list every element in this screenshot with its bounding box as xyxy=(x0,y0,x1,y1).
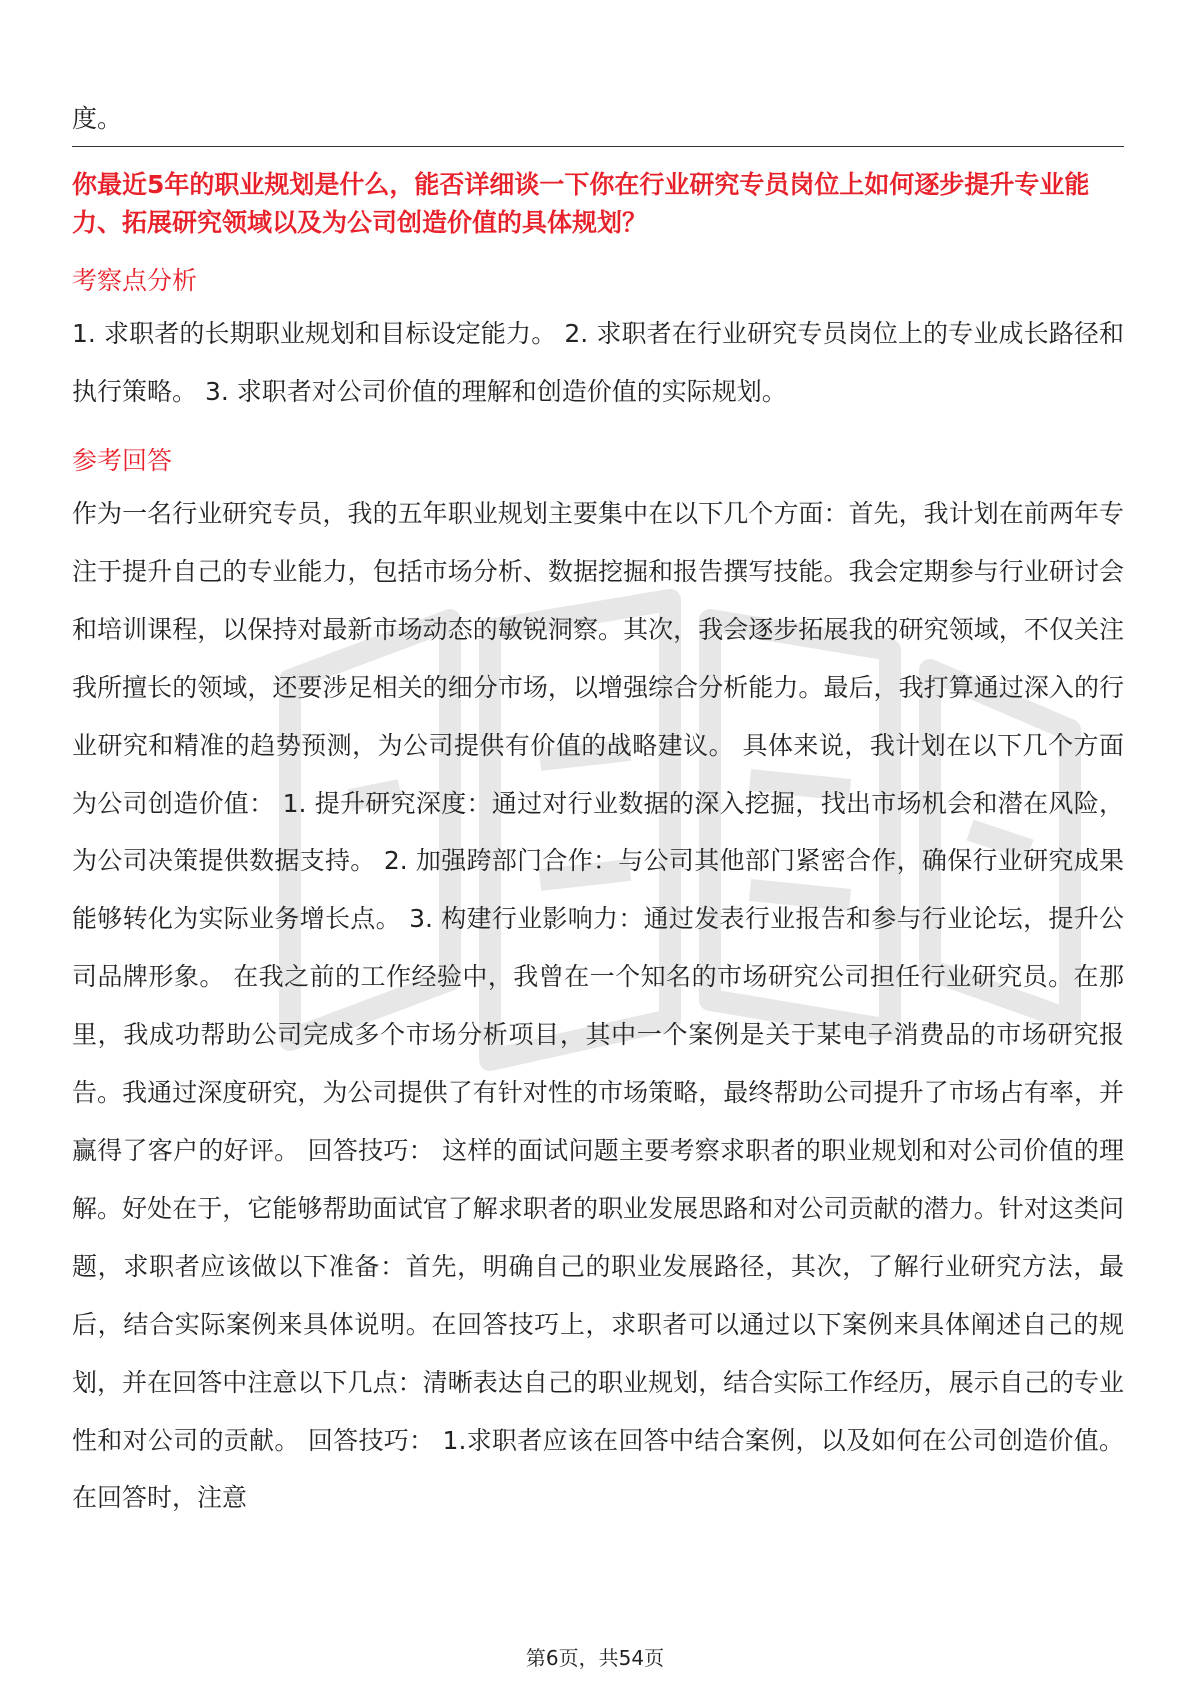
continued-text: 度。 xyxy=(72,104,123,133)
section-divider xyxy=(72,146,1124,147)
page-number-footer: 第6页，共54页 xyxy=(525,1646,665,1670)
answer-text: 作为一名行业研究专员，我的五年职业规划主要集中在以下几个方面：首先，我计划在前两年专注于提升自己的专业能力，包括市场分析、数据挖掘和报告撰写技能。我会定期参与行业研讨会和培训课程，以保持对最新市场动态的敏锐洞察。其次，我会逐步拓展我的研究领域，不仅关注我所擅长的领域，还要涉足相关的细分市场，以增强综合分析能力。最后，我打算通过深入的行业研究和精准的趋势预测，为公司提供有价值的战略建议。 具体来说，我计划在以下几个方面为公司创造价值： 1. 提升研究深度：通过对行业数据的深入挖掘，找出市场机会和潜在风险，为公司决策提供数据支持。 2. 加强跨部门合作：与公司其他部门紧密合作，确保行业研究成果能够转化为实际业务增长点。 3. 构建行业影响力：通过发表行业报告和参与行业论坛，提升公司品牌形象。 在我之前的工作经验中，我曾在一个知名的市场研究公司担任行业研究员。在那里，我成功帮助公司完成多个市场分析项目，其中一个案例是关于某电子消费品的市场研究报告。我通过深度研究，为公司提供了有针对性的市场策略，最终帮助公司提升了市场占有率，并赢得了客户的好评。 回答技巧： 这样的面试问题主要考察求职者的职业规划和对公司价值的理解。好处在于，它能够帮助面试官了解求职者的职业发展思路和对公司贡献的潜力。针对这类问题，求职者应该做以下准备：首先，明确自己的职业发展路径，其次，了解行业研究方法，最后，结合实际案例来具体说明。在回答技巧上，求职者可以通过以下案例来具体阐述自己的规划，并在回答中注意以下几点：清晰表达自己的职业规划，结合实际工作经历，展示自己的专业性和对公司的贡献。 回答技巧： 1.求职者应该在回答中结合案例，以及如何在公司创造价值。在回答时，注意 xyxy=(72,499,1124,1513)
analysis-text: 1. 求职者的长期职业规划和目标设定能力。 2. 求职者在行业研究专员岗位上的专业成长路径和执行策略。 3. 求职者对公司价值的理解和创造价值的实际规划。 xyxy=(72,319,1124,406)
question-title: 你最近5年的职业规划是什么，能否详细谈一下你在行业研究专员岗位上如何逐步提升专业能力、拓展研究领域以及为公司创造价值的具体规划？ xyxy=(72,170,1090,237)
analysis-heading: 考察点分析 xyxy=(72,266,198,295)
answer-heading: 参考回答 xyxy=(72,446,173,475)
